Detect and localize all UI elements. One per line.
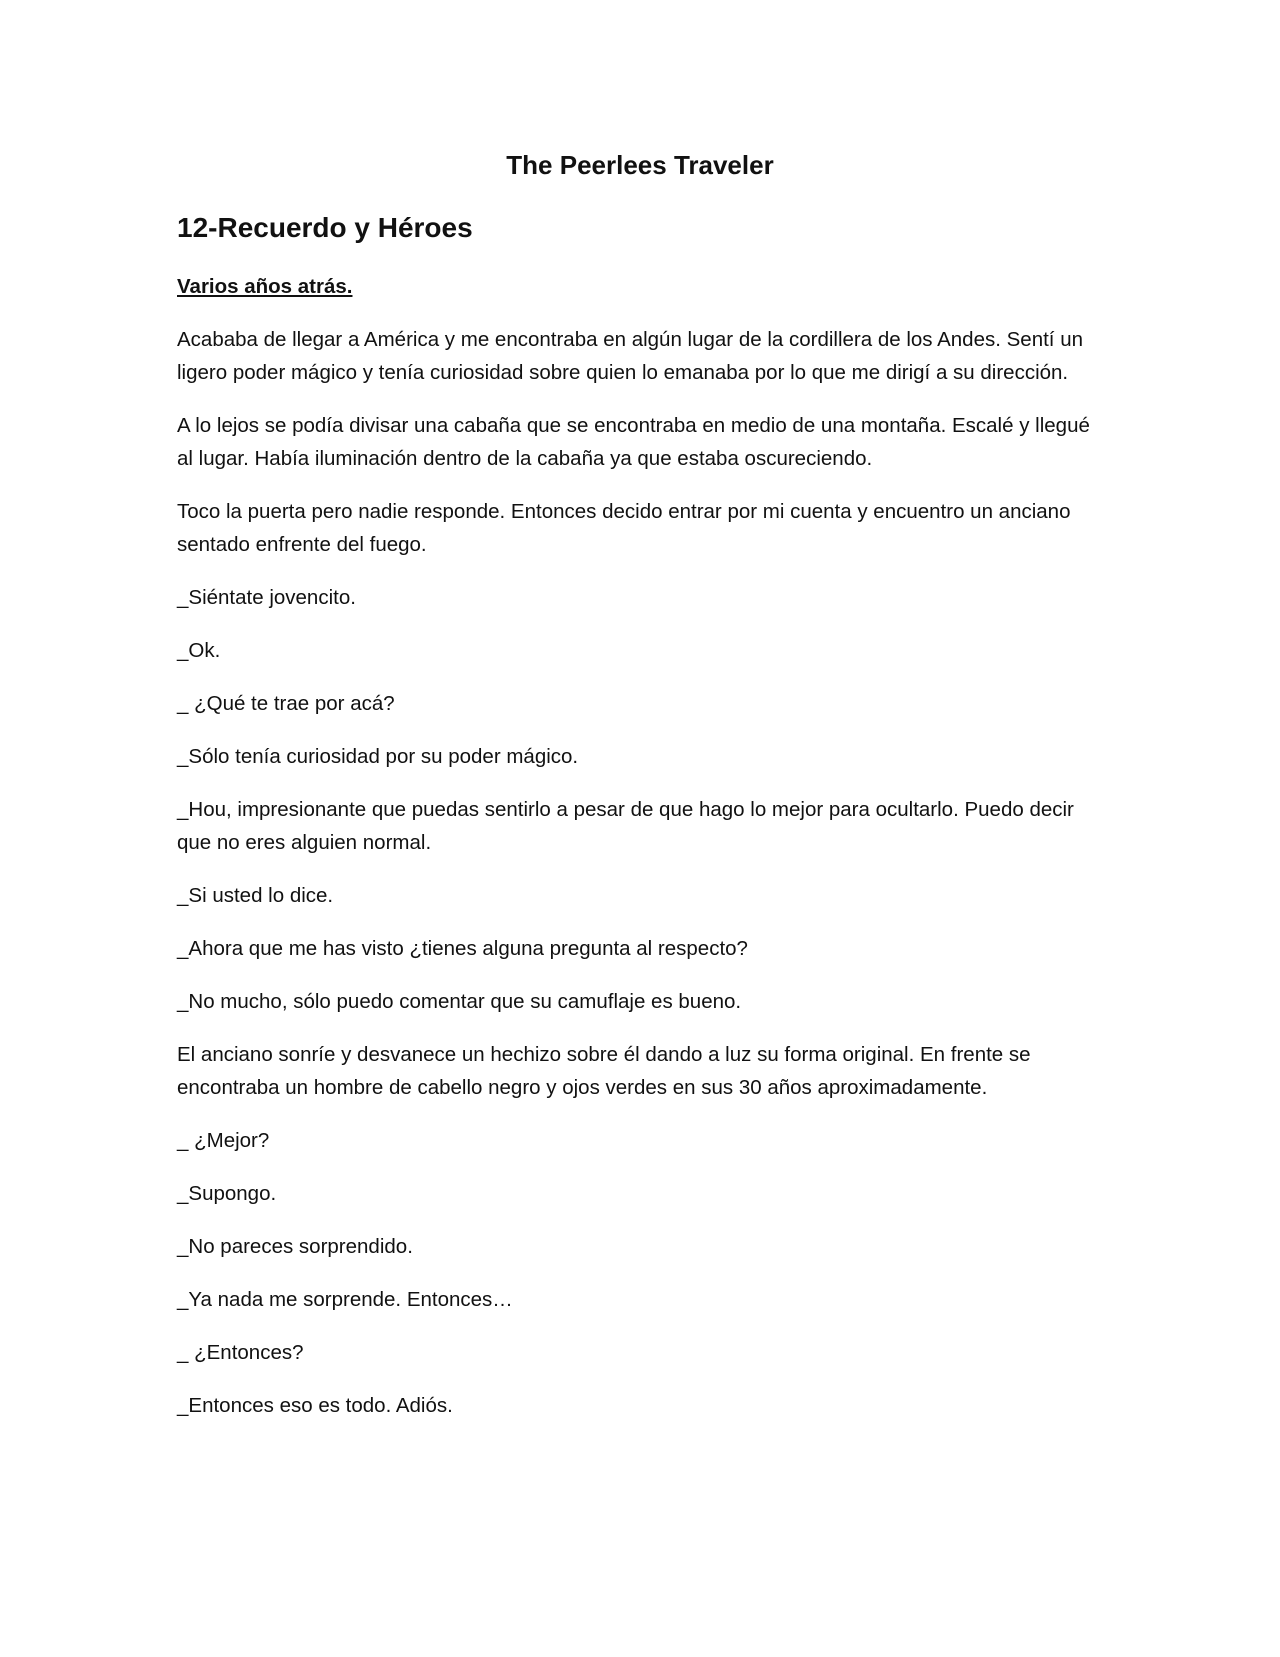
paragraph: Toco la puerta pero nadie responde. Entonces decido entrar por mi cuenta y encuentro un anciano sentado enfrente del fuego. bbox=[177, 500, 1071, 556]
chapter-title: 12-Recuerdo y Héroes bbox=[177, 212, 473, 243]
dialogue-line: _ ¿Qué te trae por acá? bbox=[177, 692, 395, 715]
dialogue-line: _ ¿Mejor? bbox=[177, 1129, 270, 1152]
dialogue-line: _ ¿Entonces? bbox=[177, 1341, 304, 1364]
dialogue-line: _Hou, impresionante que puedas sentirlo a pesar de que hago lo mejor para ocultarlo. Puedo decir que no eres alguien normal. bbox=[177, 798, 1074, 854]
dialogue-line: _Siéntate jovencito. bbox=[177, 586, 356, 609]
paragraph: Acababa de llegar a América y me encontraba en algún lugar de la cordillera de los Andes. Sentí un ligero poder mágico y tenía curiosidad sobre quien lo emanaba por lo que me dirigí a su dirección. bbox=[177, 328, 1083, 384]
paragraph: El anciano sonríe y desvanece un hechizo sobre él dando a luz su forma original. En frente se encontraba un hombre de cabello negro y ojos verdes en sus 30 años aproximadamente. bbox=[177, 1043, 1031, 1099]
dialogue-line: _Si usted lo dice. bbox=[177, 884, 334, 907]
dialogue-line: _Sólo tenía curiosidad por su poder mágico. bbox=[177, 745, 579, 768]
dialogue-line: _No pareces sorprendido. bbox=[177, 1235, 413, 1258]
dialogue-line: _Supongo. bbox=[177, 1182, 277, 1205]
dialogue-line: _Entonces eso es todo. Adiós. bbox=[177, 1394, 453, 1417]
dialogue-line: _Ya nada me sorprende. Entonces… bbox=[177, 1288, 513, 1311]
section-label: Varios años atrás. bbox=[177, 275, 353, 298]
dialogue-line: _No mucho, sólo puedo comentar que su camuflaje es bueno. bbox=[177, 990, 742, 1013]
document-body bbox=[177, 270, 1107, 1442]
document-title: The Peerlees Traveler bbox=[506, 150, 774, 180]
dialogue-line: _Ahora que me has visto ¿tienes alguna pregunta al respecto? bbox=[177, 937, 748, 960]
paragraph: A lo lejos se podía divisar una cabaña que se encontraba en medio de una montaña. Escalé y llegué al lugar. Había iluminación dentro de la cabaña ya que estaba oscureciendo. bbox=[177, 414, 1090, 470]
dialogue-line: _Ok. bbox=[177, 639, 221, 662]
section-label-paragraph bbox=[177, 270, 1107, 303]
